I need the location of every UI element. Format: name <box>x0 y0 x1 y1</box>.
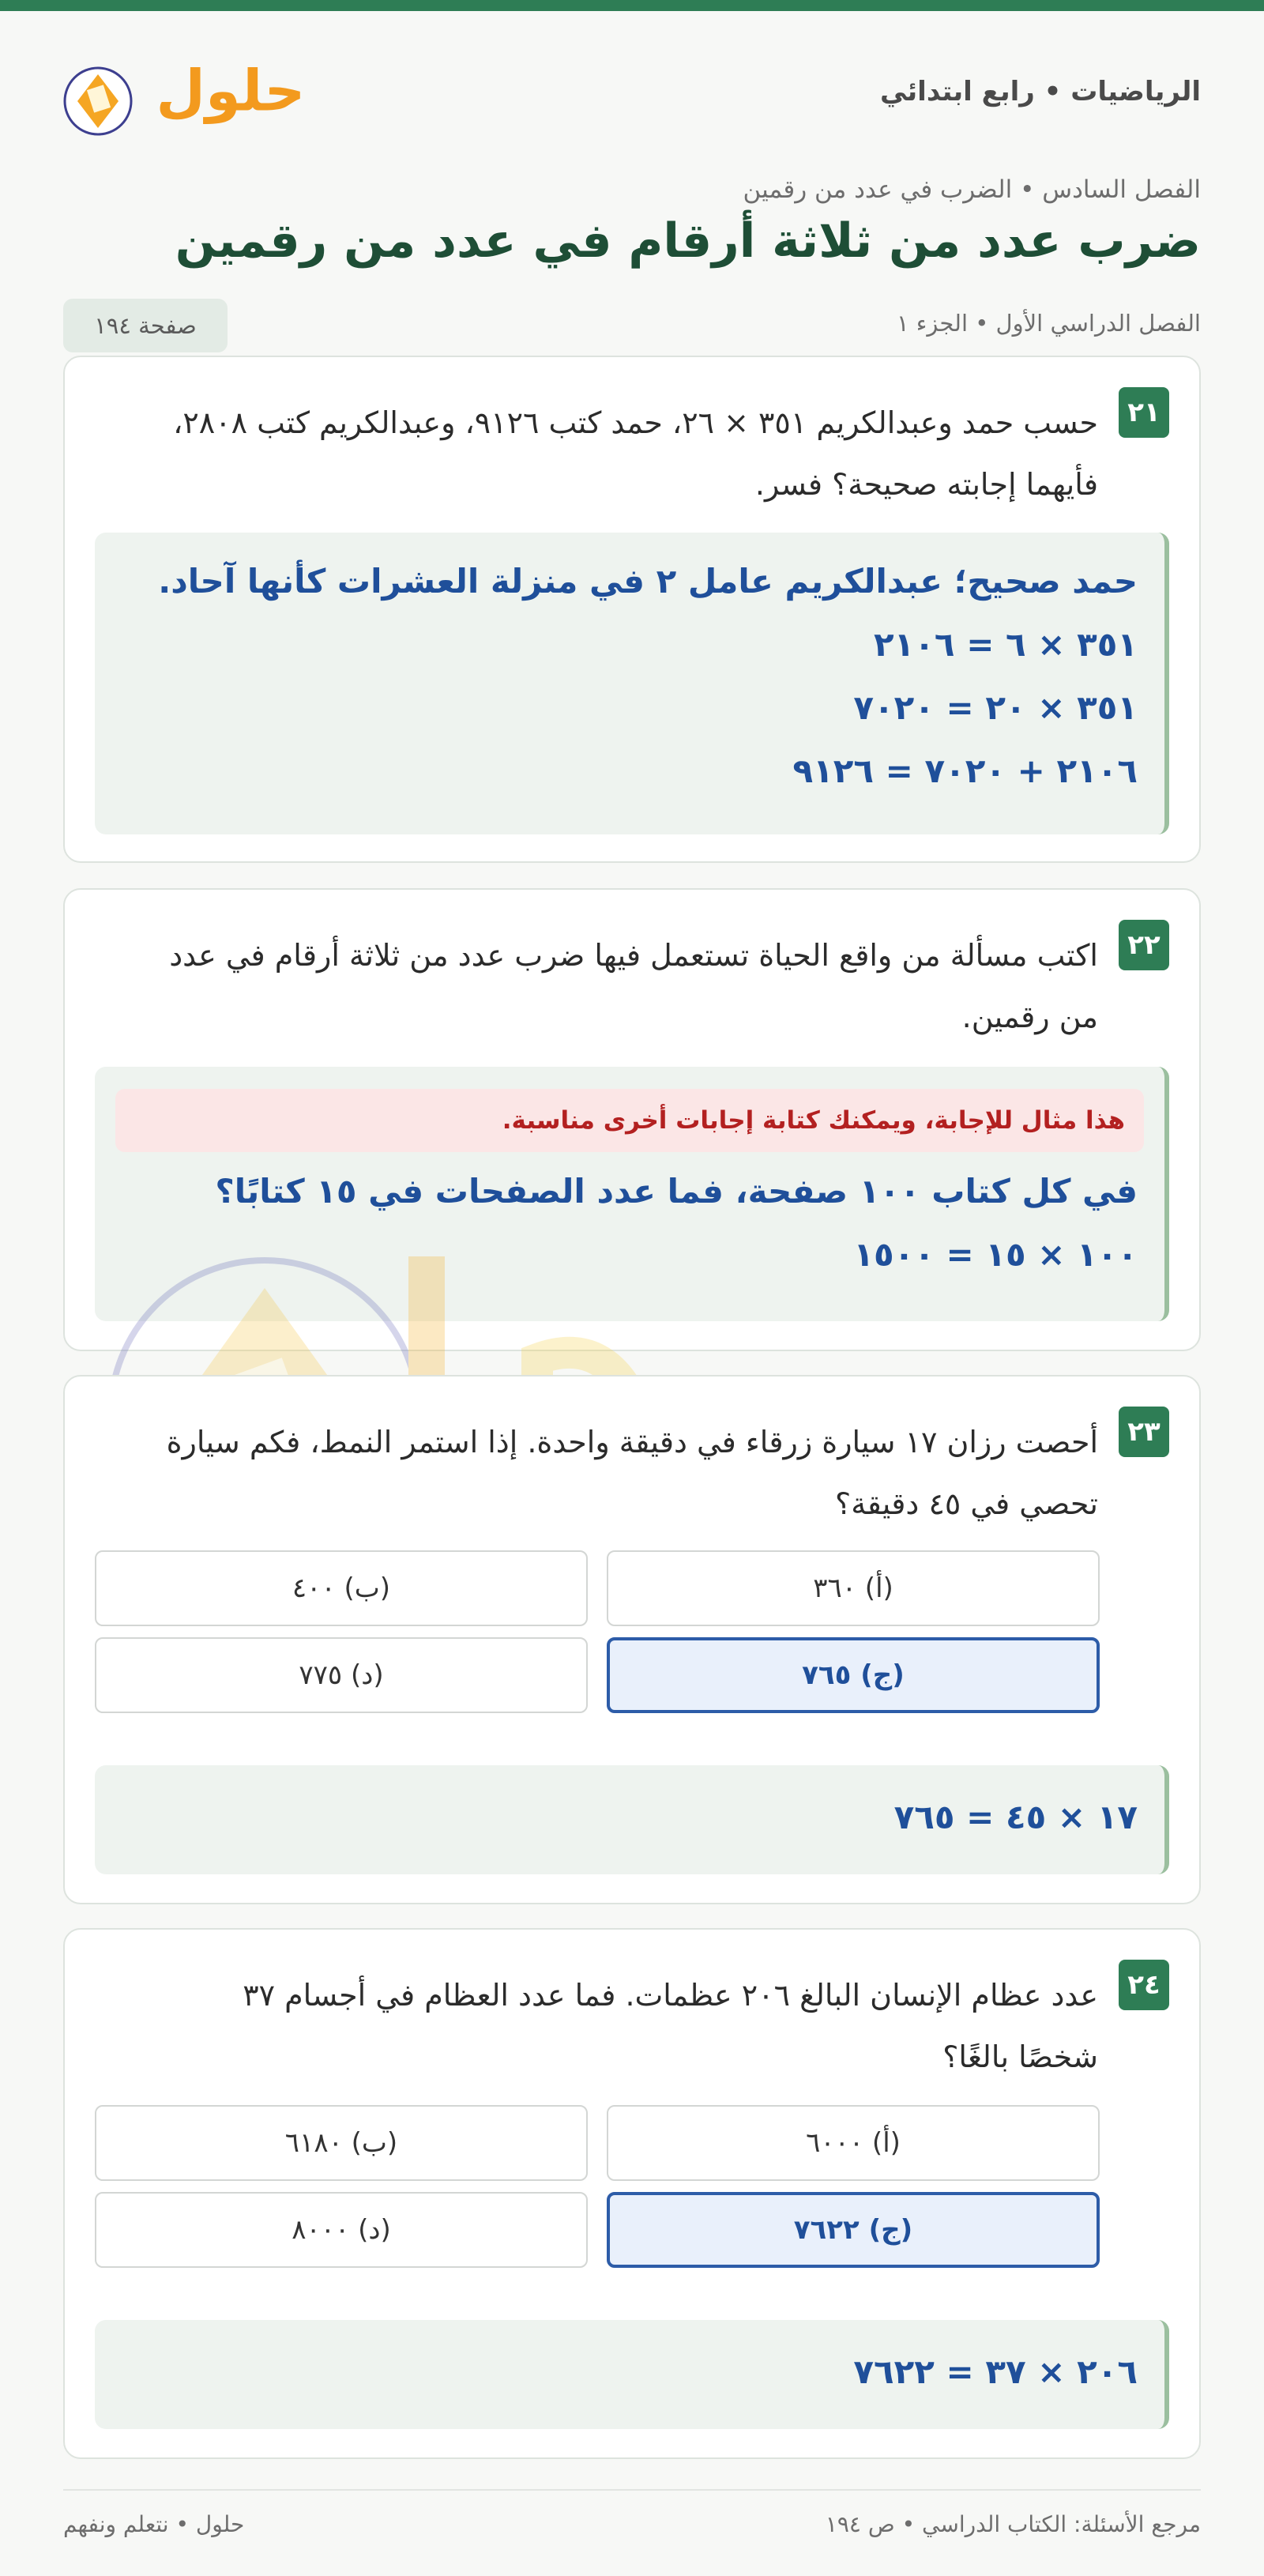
question-text: حسب حمد وعبدالكريم ٣٥١ × ٢٦، حمد كتب ٩١٢٦، وعبدالكريم كتب ٢٨٠٨، فأيهما إجابته صحيحة؟ فسر. <box>173 405 1098 502</box>
footer-divider <box>63 2489 1201 2491</box>
chapter-label: الفصل السادس • الضرب في عدد من رقمين <box>743 175 1201 204</box>
option-b[interactable]: (ب) ٦١٨٠ <box>95 2105 588 2181</box>
question-card-23 <box>63 1375 1201 1904</box>
option-d[interactable]: (د) ٨٠٠٠ <box>95 2192 588 2268</box>
answer-box <box>95 1067 1169 1321</box>
answer-box <box>95 533 1169 834</box>
question-card-22 <box>63 888 1201 1351</box>
answer-line: ٢٠٦ × ٣٧ = ٧٦٢٢ <box>853 2352 1138 2391</box>
answer-box <box>95 2320 1169 2429</box>
footer-reference: مرجع الأسئلة: الكتاب الدراسي • ص ١٩٤ <box>825 2511 1201 2537</box>
option-b[interactable]: (ب) ٤٠٠ <box>95 1550 588 1626</box>
option-d[interactable]: (د) ٧٧٥ <box>95 1637 588 1713</box>
hulul-logo[interactable] <box>63 55 300 142</box>
question-card-21 <box>63 356 1201 863</box>
question-number: ٢٢ <box>1119 920 1169 970</box>
logo-text: حلول <box>156 57 300 124</box>
option-a[interactable]: (أ) ٦٠٠٠ <box>607 2105 1100 2181</box>
question-number: ٢١ <box>1119 387 1169 438</box>
answer-line: ٣٥١ × ٢٠ = ٧٠٢٠ <box>853 688 1138 727</box>
answer-line: ١٠٠ × ١٥ = ١٥٠٠ <box>853 1235 1138 1274</box>
option-c-correct[interactable]: (ج) ٧٦٢٢ <box>607 2192 1100 2268</box>
question-text: عدد عظام الإنسان البالغ ٢٠٦ عظمات. فما عدد العظام في أجسام ٣٧ شخصًا بالغًا؟ <box>243 1978 1098 2074</box>
answer-box <box>95 1765 1169 1874</box>
lesson-title: ضرب عدد من ثلاثة أرقام في عدد من رقمين <box>175 213 1201 269</box>
answer-line: ٢١٠٦ + ٧٠٢٠ = ٩١٢٦ <box>792 751 1138 790</box>
question-card-24 <box>63 1928 1201 2459</box>
term-label: الفصل الدراسي الأول • الجزء ١ <box>896 310 1201 337</box>
page-header <box>63 55 1201 150</box>
question-text: أحصت رزان ١٧ سيارة زرقاء في دقيقة واحدة. إذا استمر النمط، فكم سيارة تحصي في ٤٥ دقيقة؟ <box>166 1425 1098 1521</box>
answer-line: حمد صحيح؛ عبدالكريم عامل ٢ في منزلة العشرات كأنها آحاد. <box>158 562 1138 601</box>
subject-label: الرياضيات • رابع ابتدائي <box>880 76 1201 107</box>
question-number: ٢٣ <box>1119 1407 1169 1457</box>
page-badge: صفحة ١٩٤ <box>63 299 228 352</box>
footer-brand[interactable]: حلول • نتعلم ونفهم <box>63 2511 245 2537</box>
answer-line: ٣٥١ × ٦ = ٢١٠٦ <box>874 625 1138 664</box>
option-a[interactable]: (أ) ٣٦٠ <box>607 1550 1100 1626</box>
question-number: ٢٤ <box>1119 1960 1169 2010</box>
answer-line: في كل كتاب ١٠٠ صفحة، فما عدد الصفحات في ١٥ كتابًا؟ <box>215 1172 1138 1211</box>
example-note: هذا مثال للإجابة، ويمكنك كتابة إجابات أخرى مناسبة. <box>115 1089 1144 1152</box>
top-accent-bar <box>0 0 1264 11</box>
question-text: اكتب مسألة من واقع الحياة تستعمل فيها ضرب عدد من ثلاثة أرقام في عدد من رقمين. <box>169 938 1098 1034</box>
option-c-correct[interactable]: (ج) ٧٦٥ <box>607 1637 1100 1713</box>
answer-line: ١٧ × ٤٥ = ٧٦٥ <box>893 1798 1138 1836</box>
